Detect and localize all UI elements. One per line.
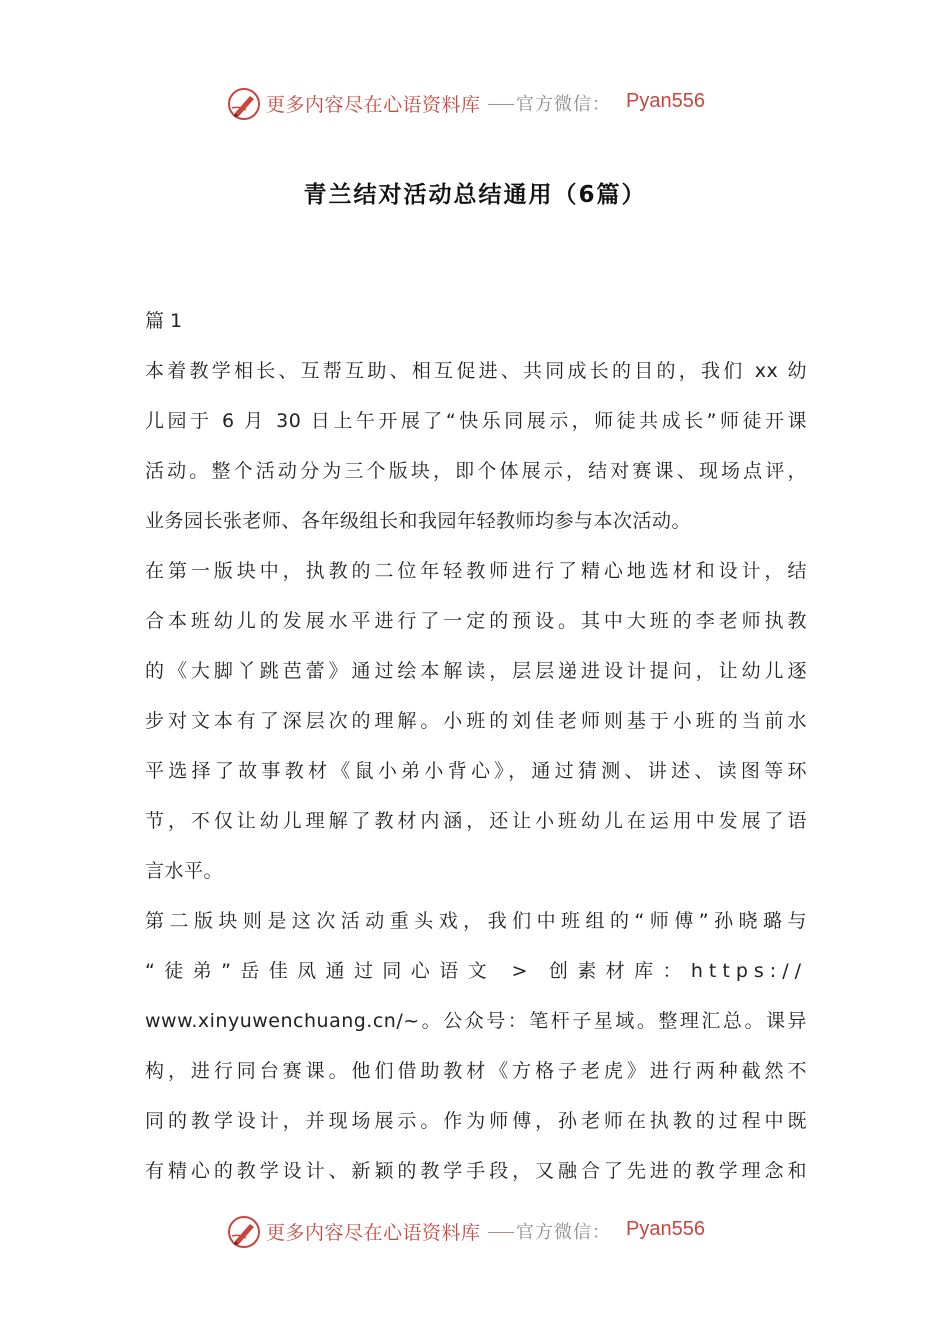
wechat-id: Pyan556 — [626, 1218, 705, 1240]
wechat-label: 官方微信： — [516, 1222, 611, 1243]
brand-text: 更多内容尽在心语资料库 — [266, 1222, 481, 1244]
body-line: 业务园长张老师、各年级组长和我园年轻教师均参与本次活动。 — [145, 510, 692, 532]
body-line: 儿园于 6 月 30 日上午开展了“快乐同展示，师徒共成长”师徒开课 — [145, 410, 807, 432]
wechat-id: Pyan556 — [626, 90, 705, 112]
pen-logo-icon — [226, 1214, 262, 1250]
brand-text: 更多内容尽在心语资料库 — [266, 94, 481, 116]
body-line: 平选择了故事教材《鼠小弟小背心》，通过猜测、讲述、读图等环 — [145, 760, 807, 782]
body-line: 第二版块则是这次活动重头戏，我们中班组的“师傅”孙晓璐与 — [145, 910, 807, 932]
body-line: 有精心的教学设计、新颖的教学手段，又融合了先进的教学理念和 — [145, 1160, 807, 1182]
body-line: 本着教学相长、互帮互助、相互促进、共同成长的目的，我们 xx 幼 — [145, 360, 807, 382]
body-line: 活动。整个活动分为三个版块，即个体展示，结对赛课、现场点评， — [145, 460, 807, 482]
pen-logo-icon — [226, 86, 262, 122]
body-line: 的《大脚丫跳芭蕾》通过绘本解读，层层递进设计提问，让幼儿逐 — [145, 660, 807, 682]
body-line: 在第一版块中，执教的二位年轻教师进行了精心地选材和设计，结 — [145, 560, 807, 582]
document-title: 青兰结对活动总结通用（6篇） — [303, 182, 647, 208]
banner-divider — [488, 1232, 514, 1233]
footer-banner — [0, 1212, 950, 1252]
section-heading: 篇 1 — [145, 310, 183, 332]
body-line: 构，进行同台赛课。他们借助教材《方格子老虎》进行两种截然不 — [145, 1060, 807, 1082]
banner-divider — [488, 104, 514, 105]
wechat-label: 官方微信： — [516, 94, 611, 115]
body-line: 步对文本有了深层次的理解。小班的刘佳老师则基于小班的当前水 — [145, 710, 807, 732]
body-line: 同的教学设计，并现场展示。作为师傅，孙老师在执教的过程中既 — [145, 1110, 807, 1132]
header-banner — [0, 84, 950, 124]
body-line: www.xinyuwenchuang.cn/~。公众号：笔杆子星域。整理汇总。课异 — [145, 1010, 807, 1032]
body-line: 节，不仅让幼儿理解了教材内涵，还让小班幼儿在运用中发展了语 — [145, 810, 807, 832]
document-body — [145, 296, 807, 1196]
body-line: 合本班幼儿的发展水平进行了一定的预设。其中大班的李老师执教 — [145, 610, 807, 632]
body-line: 言水平。 — [145, 860, 224, 882]
body-line: “徒弟”岳佳凤通过同心语文 > 创素材库：https:// — [145, 960, 807, 982]
